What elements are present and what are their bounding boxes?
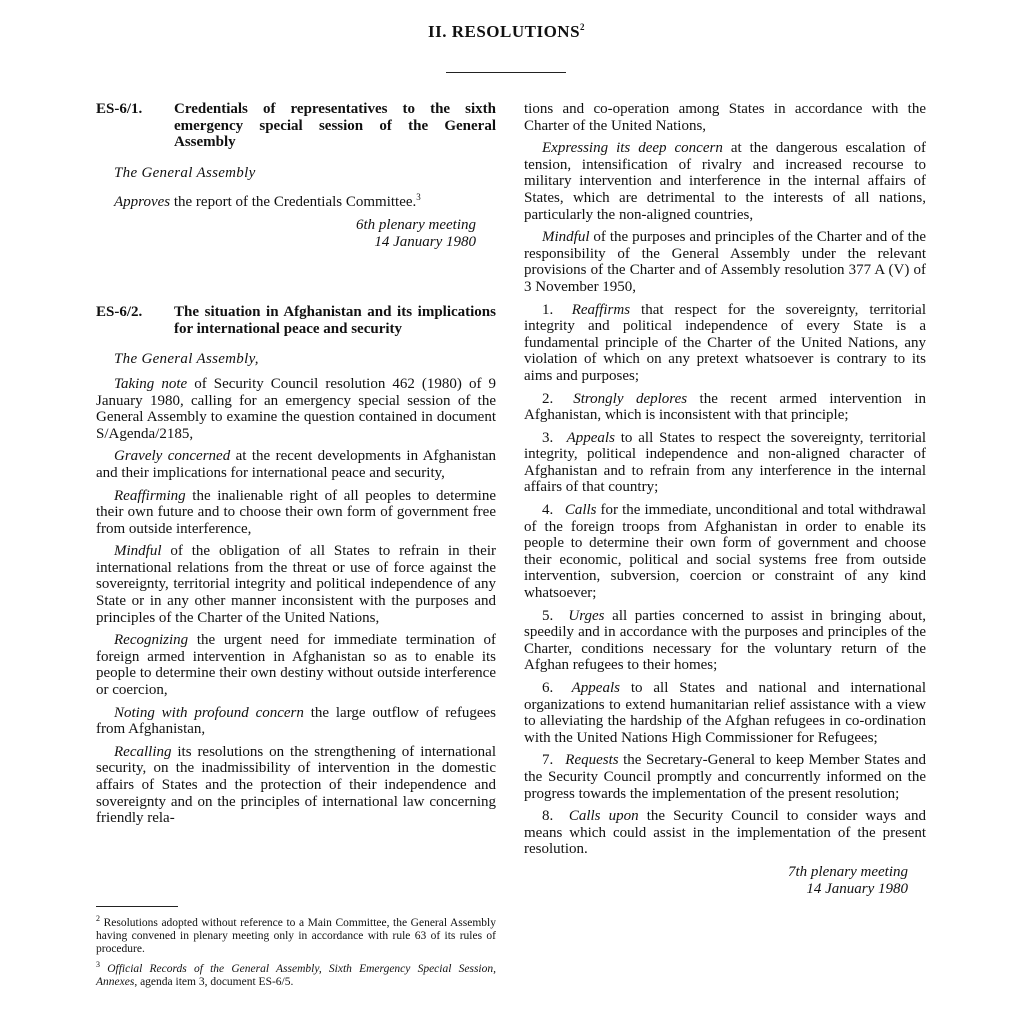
operative-paragraph: 5. Urges all parties concerned to assist in bringing about, speedily and in accordance with the purposes and principles of the Charter, conditions necessary for the voluntary return of the Afghan refugees to their homes;: [524, 607, 927, 674]
preamble-paragraph: Mindful of the purposes and principles of the Charter and of the responsibility of the General Assembly under the relevant provisions of the Charter and of Assembly resolution 377 A (V) of 3 November 1950,: [524, 229, 926, 295]
resolution-title: The situation in Afghanistan and its implications for international peace and security: [174, 304, 496, 337]
footnote-rule: [96, 906, 178, 907]
footnote-mark: 2: [580, 22, 586, 32]
continuation-text: tions and co-operation among States in accordance with the Charter of the United Nations,: [524, 101, 926, 134]
preamble-paragraph: Noting with profound concern the large outflow of refugees from Afghanistan,: [96, 704, 496, 738]
footnote-2: $^2$ Resolutions adopted without reference to a Main Committee, the General Assembly having convened in plenary meeting only in accordance with rule 63 of its rules of procedure.: [96, 914, 496, 955]
meeting-note: 7th plenary meeting 14 January 1980: [788, 863, 908, 897]
assembly-intro: The General Assembly,: [114, 351, 259, 368]
preamble-paragraph: Expressing its deep concern at the dangerous escalation of tension, intensification of rivalry and increased recourse to military intervention and interference in the internal affairs of States, which are detrimental to the interests of all nations, particularly the non-aligned countries,: [524, 140, 927, 223]
footnotes: [96, 906, 496, 991]
assembly-intro: The General Assembly: [114, 164, 256, 181]
resolution-heading-es-6-1: [96, 101, 496, 151]
preamble-paragraph: Taking note of Security Council resolution 462 (1980) of 9 January 1980, calling for an emergency special session of the General Assembly to examine the question contained in document S/Agenda/2185,: [96, 375, 496, 442]
right-column: [524, 101, 926, 897]
resolution-number: ES-6/1.: [96, 101, 143, 117]
operative-paragraph: 3. Appeals to all States to respect the sovereignty, territorial integrity, political independence and non-aligned character of Afghanistan and to refrain from any interference in the internal affairs of that country;: [524, 429, 926, 496]
preamble-paragraph: Recalling its resolutions on the strengthening of international security, on the inadmissibility of intervention in the domestic affairs of States and the protection of their independence and sovereignty and on the principles of international law concerning friendly rela-: [96, 743, 496, 827]
meeting-note: 6th plenary meeting 14 January 1980: [356, 216, 476, 250]
footnote-3: $^3$ Official Records of the General Assembly, Sixth Emergency Special Session, Annexes, agenda item 3, document ES-6/5.: [96, 959, 496, 988]
preamble-paragraph: Reaffirming the inalienable right of all peoples to determine their own future and to choose their own form of government free from outside interference,: [96, 487, 496, 537]
preamble-paragraph: Recognizing the urgent need for immediate termination of foreign armed intervention in Afghanistan so as to enable its people to determine their own destiny without outside interference or coercion,: [96, 632, 496, 699]
operative-paragraph: 8. Calls upon the Security Council to consider ways and means which could assist in the implementation of the present resolution.: [524, 808, 926, 858]
operative-paragraph: 7. Requests the Secretary-General to keep Member States and the Security Council promptly and concurrently informed on the progress towards the implementation of the present resolution;: [524, 752, 926, 802]
operative-paragraph: 1. Reaffirms that respect for the sovereignty, territorial integrity and political independence of every State is a fundamental principle of the Charter of the United Nations, any violation of which on any pretext whatsoever is contrary to its aims and purposes;: [524, 301, 926, 384]
resolution-heading-es-6-2: [96, 304, 496, 337]
operative-paragraph: 6. Appeals to all States and national and international organizations to extend humanitarian relief assistance with a view to alleviating the hardship of the Afghan refugees in co-ordination with the United Nations High Commissioner for Refugees;: [524, 680, 926, 746]
title-rule: [446, 72, 566, 73]
page-title: II. RESOLUTIONS$^2$: [427, 22, 586, 41]
operative-paragraph: 2. Strongly deplores the recent armed intervention in Afghanistan, which is inconsistent with that principle;: [524, 390, 926, 424]
preamble-paragraph: Mindful of the obligation of all States to refrain in their international relations from the threat or use of force against the sovereignty, territorial integrity and political independence of any State or in any other manner inconsistent with the purposes and principles of the Charter of the United Nations,: [96, 543, 496, 626]
resolution-number: ES-6/2.: [96, 304, 143, 321]
left-column: [96, 101, 496, 833]
operative-paragraph: 4. Calls for the immediate, unconditional and total withdrawal of the foreign troops from Afghanistan in order to enable its people to determine their own form of government and choose their economic, political and social systems free from outside intervention, subversion, coercion or constraint of any kind whatsoever;: [524, 502, 926, 602]
approves-paragraph: Approves the report of the Credentials Committee.$^3$: [114, 192, 421, 211]
resolution-title: Credentials of representatives to the sixth emergency special session of the General Assembly: [174, 101, 496, 151]
preamble-paragraph: Gravely concerned at the recent developments in Afghanistan and their implications for international peace and security,: [96, 448, 496, 481]
